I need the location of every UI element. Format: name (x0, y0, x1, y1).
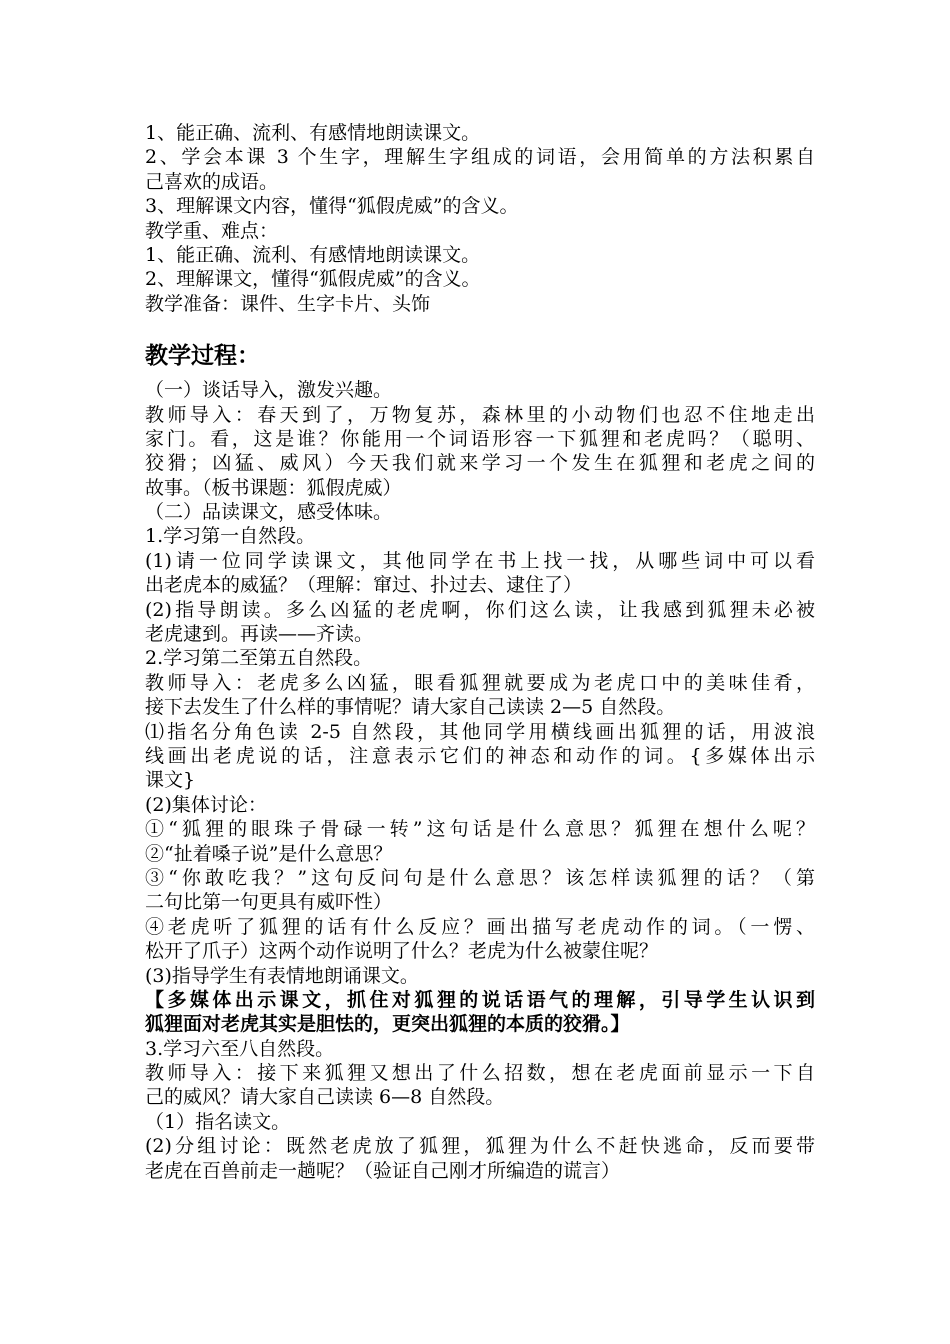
text-line: （1）指名读文。 (145, 1110, 291, 1133)
document-page (145, 121, 815, 1183)
text-line: ②“扯着嗓子说”是什么意思？ (145, 842, 393, 865)
text-line: 教学重、难点： (145, 219, 279, 242)
text-line: 【多媒体出示课文，抓住对狐狸的说话语气的理解，引导学生认识到 (145, 988, 815, 1011)
text-line: ③“你敢吃我？”这句反问句是什么意思？该怎样读狐狸的话？（第 (145, 866, 815, 889)
text-line: 己的威风？请大家自己读读 6—8 自然段。 (145, 1086, 505, 1109)
text-line: 出老虎本的威猛？（理解：窜过、扑过去、逮住了） (145, 574, 583, 597)
text-line: 狐狸面对老虎其实是胆怯的，更突出狐狸的本质的狡猾。】 (145, 1013, 630, 1036)
text-line: (3)指导学生有表情地朗诵课文。 (145, 964, 419, 987)
text-line: 教学准备：课件、生字卡片、头饰 (145, 292, 431, 315)
text-line: ①“狐狸的眼珠子骨碌一转”这句话是什么意思？狐狸在想什么呢？ (145, 818, 815, 841)
text-line: 故事。（板书课题：狐假虎威） (145, 476, 402, 499)
text-line: 家门。看，这是谁？你能用一个词语形容一下狐狸和老虎吗？（聪明、 (145, 427, 815, 450)
text-line: 老虎逮到。再读——齐读。 (145, 623, 374, 646)
text-line: （二）品读课文，感受体味。 (145, 501, 393, 524)
text-line: 松开了爪子）这两个动作说明了什么？老虎为什么被蒙住呢？ (145, 940, 659, 963)
objectives-section (145, 121, 815, 316)
text-line: 3、理解课文内容，懂得“狐假虎威”的含义。 (145, 195, 519, 218)
text-line: 2、学会本课 3 个生字，理解生字组成的词语，会用简单的方法积累自 (145, 146, 815, 169)
text-line: 己喜欢的成语。 (145, 170, 279, 193)
text-line: 1.学习第一自然段。 (145, 525, 316, 548)
text-line: 教师导入：老虎多么凶猛，眼看狐狸就要成为老虎口中的美味佳肴， (145, 671, 815, 694)
text-line: (1)请一位同学读课文，其他同学在书上找一找，从哪些词中可以看 (145, 549, 815, 572)
text-line: 2.学习第二至第五自然段。 (145, 647, 373, 670)
process-section (145, 378, 815, 1183)
text-line: ⑴指名分角色读 2-5 自然段，其他同学用横线画出狐狸的话，用波浪 (145, 720, 815, 743)
text-line: 线画出老虎说的话，注意表示它们的神态和动作的词。{多媒体出示 (145, 744, 815, 767)
text-line: 1、能正确、流利、有感情地朗读课文。 (145, 243, 481, 266)
text-line: 2、理解课文，懂得“狐假虎威”的含义。 (145, 268, 481, 291)
text-line: 3.学习六至八自然段。 (145, 1037, 335, 1060)
section-heading: 教学过程： (145, 343, 260, 370)
text-line: (2)分组讨论：既然老虎放了狐狸，狐狸为什么不赶快逃命，反而要带 (145, 1135, 815, 1158)
text-line: 教师导入：春天到了，万物复苏，森林里的小动物们也忍不住地走出 (145, 403, 815, 426)
text-line: ④老虎听了狐狸的话有什么反应？画出描写老虎动作的词。（一愣、 (145, 915, 815, 938)
text-line: (2)集体讨论： (145, 793, 267, 816)
text-line: 课文} (145, 769, 196, 792)
text-line: （一）谈话导入，激发兴趣。 (145, 379, 393, 402)
text-line: 1、能正确、流利、有感情地朗读课文。 (145, 122, 481, 144)
text-line: 老虎在百兽前走一趟呢？（验证自己刚才所编造的谎言） (145, 1159, 621, 1182)
text-line: 教师导入：接下来狐狸又想出了什么招数，想在老虎面前显示一下自 (145, 1062, 815, 1085)
text-line: 二句比第一句更具有威吓性） (145, 891, 393, 914)
text-line: 狡猾；凶猛、威风）今天我们就来学习一个发生在狐狸和老虎之间的 (145, 452, 815, 475)
text-line: 接下去发生了什么样的事情呢？请大家自己读读 2—5 自然段。 (145, 696, 676, 719)
text-line: (2)指导朗读。多么凶猛的老虎啊，你们这么读，让我感到狐狸未必被 (145, 598, 815, 621)
